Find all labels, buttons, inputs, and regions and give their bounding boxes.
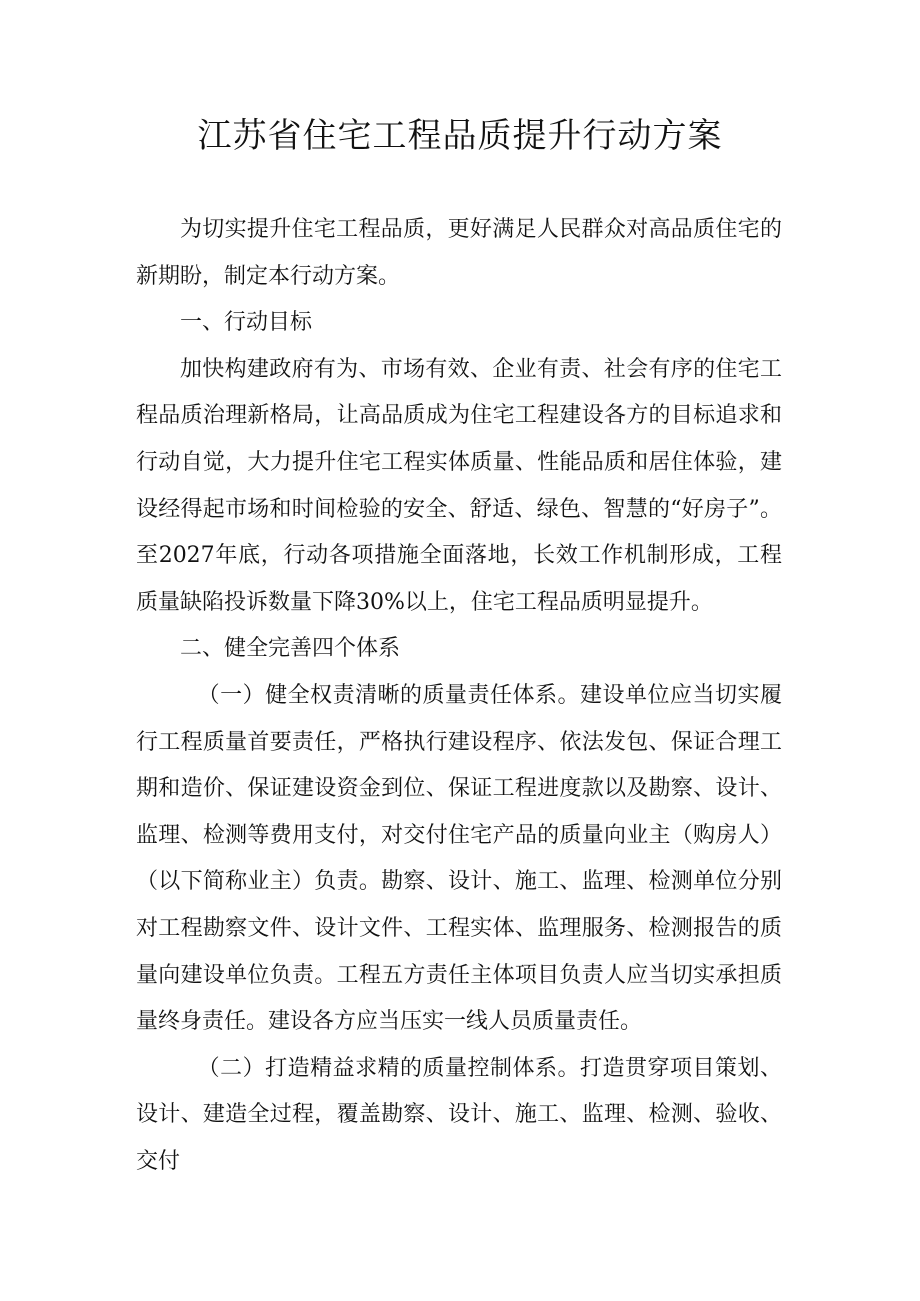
- document-title: 江苏省住宅工程品质提升行动方案: [197, 116, 723, 156]
- intro-paragraph: 为切实提升住宅工程品质，更好满足人民群众对高品质住宅的新期盼，制定本行动方案。: [136, 217, 782, 289]
- section-2-heading: 二、健全完善四个体系: [180, 636, 401, 662]
- section-1-heading: 一、行动目标: [180, 310, 313, 336]
- document-body: [136, 207, 782, 1185]
- section-2-item-2-paragraph: （二）打造精益求精的质量控制体系。打造贯穿项目策划、设计、建造全过程，覆盖勘察、设计、施工、监理、检测、验收、交付: [136, 1055, 782, 1174]
- section-2-item-1-paragraph: （一）健全权责清晰的质量责任体系。建设单位应当切实履行工程质量首要责任，严格执行建设程序、依法发包、保证合理工期和造价、保证建设资金到位、保证工程进度款以及勘察、设计、监理、检测等费用支付，对交付住宅产品的质量向业主（购房人）（以下简称业主）负责。勘察、设计、施工、监理、检测单位分别对工程勘察文件、设计文件、工程实体、监理服务、检测报告的质量向建设单位负责。工程五方责任主体项目负责人应当切实承担质量终身责任。建设各方应当压实一线人员质量责任。: [136, 682, 782, 1035]
- section-1-paragraph: 加快构建政府有为、市场有效、企业有责、社会有序的住宅工程品质治理新格局，让高品质成为住宅工程建设各方的目标追求和行动自觉，大力提升住宅工程实体质量、性能品质和居住体验，建设经得起市场和时间检验的安全、舒适、绿色、智慧的“好房子”。至2027年底，行动各项措施全面落地，长效工作机制形成，工程质量缺陷投诉数量下降30%以上，住宅工程品质明显提升。: [136, 356, 782, 615]
